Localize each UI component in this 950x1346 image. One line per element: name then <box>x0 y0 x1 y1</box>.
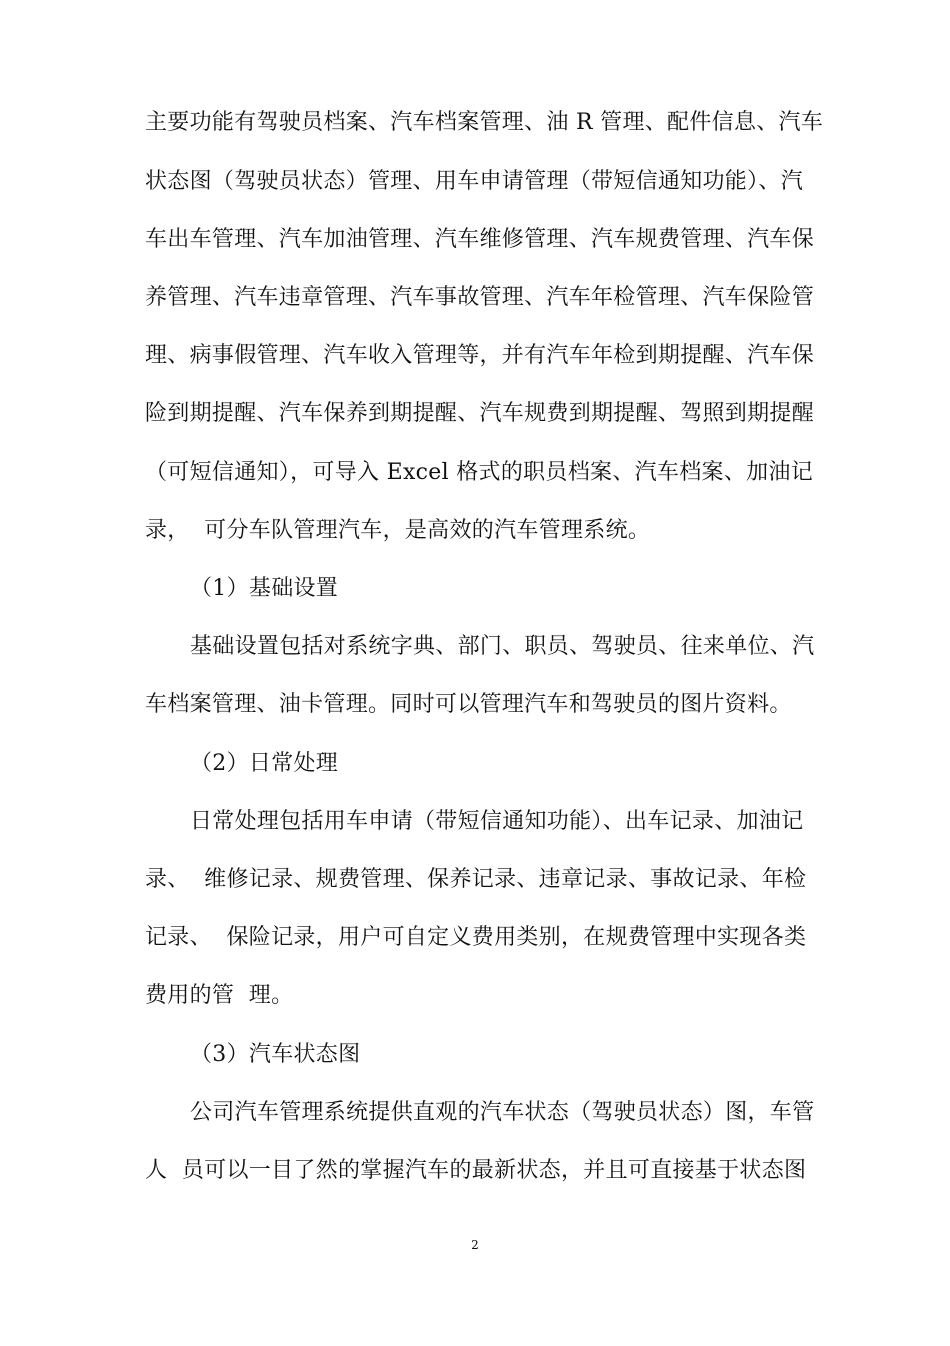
section-heading-basic-settings: （1）基础设置 <box>190 576 339 601</box>
body-line: 车档案管理、油卡管理。同时可以管理汽车和驾驶员的图片资料。 <box>145 692 792 717</box>
body-line: 费用的管 理。 <box>145 983 294 1008</box>
body-line: （可短信通知），可导入 Excel 格式的职员档案、汽车档案、加油记 <box>145 460 814 485</box>
body-line: 车出车管理、汽车加油管理、汽车维修管理、汽车规费管理、汽车保 <box>145 227 815 252</box>
body-line: 状态图（驾驶员状态）管理、用车申请管理（带短信通知功能）、汽 <box>145 169 804 194</box>
body-line: 录， 可分车队管理汽车，是高效的汽车管理系统。 <box>145 518 651 543</box>
body-line: 基础设置包括对系统字典、部门、职员、驾驶员、往来单位、汽 <box>190 634 815 659</box>
body-line: 公司汽车管理系统提供直观的汽车状态（驾驶员状态）图，车管 <box>190 1100 815 1125</box>
body-line: 人 员可以一目了然的掌握汽车的最新状态，并且可直接基于状态图 <box>145 1158 807 1183</box>
section-heading-daily-processing: （2）日常处理 <box>190 751 339 776</box>
section-heading-vehicle-status-chart: （3）汽车状态图 <box>190 1042 361 1067</box>
body-line: 日常处理包括用车申请（带短信通知功能）、出车记录、加油记 <box>190 809 804 834</box>
page-number: 2 <box>471 1238 479 1252</box>
body-line: 录、 维修记录、规费管理、保养记录、违章记录、事故记录、年检 <box>145 867 807 892</box>
body-line: 养管理、汽车违章管理、汽车事故管理、汽车年检管理、汽车保险管 <box>145 285 815 310</box>
body-line: 主要功能有驾驶员档案、汽车档案管理、油 R 管理、配件信息、汽车 <box>145 110 824 135</box>
body-line: 理、病事假管理、汽车收入管理等，并有汽车年检到期提醒、汽车保 <box>145 343 815 368</box>
body-line: 记录、 保险记录，用户可自定义费用类别，在规费管理中实现各类 <box>145 925 807 950</box>
body-line: 险到期提醒、汽车保养到期提醒、汽车规费到期提醒、驾照到期提醒 <box>145 401 815 426</box>
